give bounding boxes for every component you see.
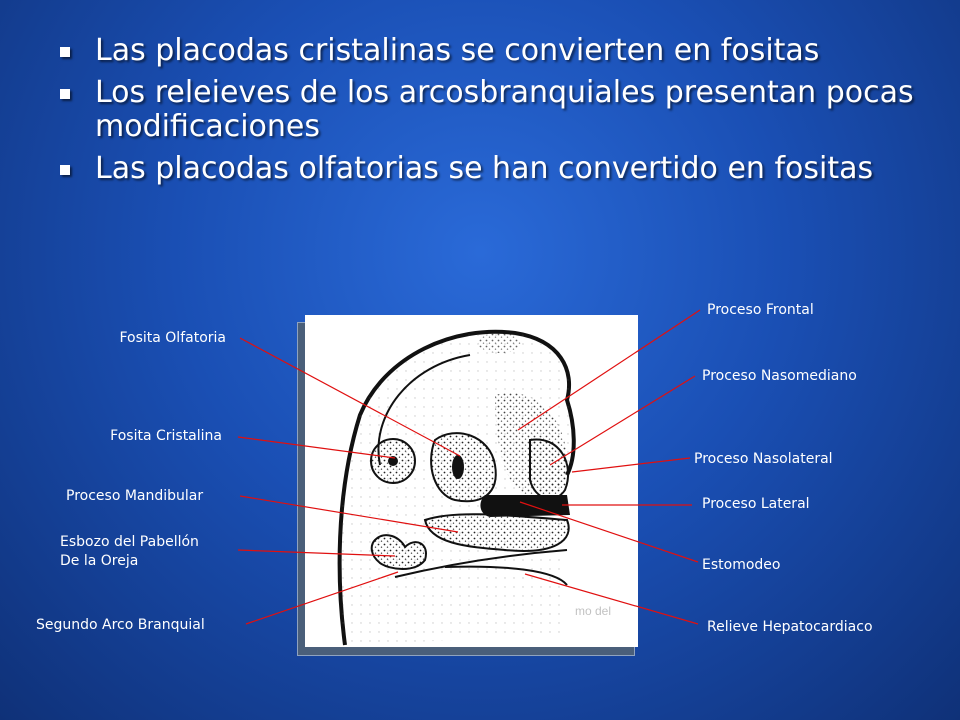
bullet-text: Las placodas olfatorias se han convertido en fositas [95,151,874,186]
leader-relieve-hepatocardiaco [525,574,698,624]
label-proceso-nasolateral: Proceso Nasolateral [694,451,833,467]
label-segundo-arco: Segundo Arco Branquial [36,617,205,633]
bullet-text: Las placodas cristalinas se convierten en fositas [95,33,820,68]
leader-proceso-nasolateral [572,458,690,472]
bullet-text: Los releieves de los arcosbranquiales presentan pocas modificaciones [95,75,914,144]
label-fosita-cristalina: Fosita Cristalina [110,428,222,444]
leader-proceso-nasomediano [550,376,695,465]
leader-fosita-cristalina [238,437,395,458]
label-relieve-hepatocardiaco: Relieve Hepatocardiaco [707,619,873,635]
label-proceso-lateral: Proceso Lateral [702,496,810,512]
leader-segundo-arco [246,572,398,624]
leader-esbozo-oreja [238,550,395,556]
label-estomodeo: Estomodeo [702,557,781,573]
label-proceso-mandibular: Proceso Mandibular [66,488,204,504]
leader-estomodeo [520,502,698,562]
figure-watermark: mo del [575,604,612,618]
label-esbozo-line2: De la Oreja [60,553,139,569]
label-proceso-frontal: Proceso Frontal [707,302,814,318]
leader-proceso-frontal [518,310,700,430]
label-esbozo-line1: Esbozo del Pabellón [60,534,199,550]
leader-proceso-mandibular [240,496,458,532]
label-proceso-nasomediano: Proceso Nasomediano [702,368,857,384]
leader-fosita-olfatoria [240,338,460,456]
label-fosita-olfatoria: Fosita Olfatoria [119,330,226,346]
